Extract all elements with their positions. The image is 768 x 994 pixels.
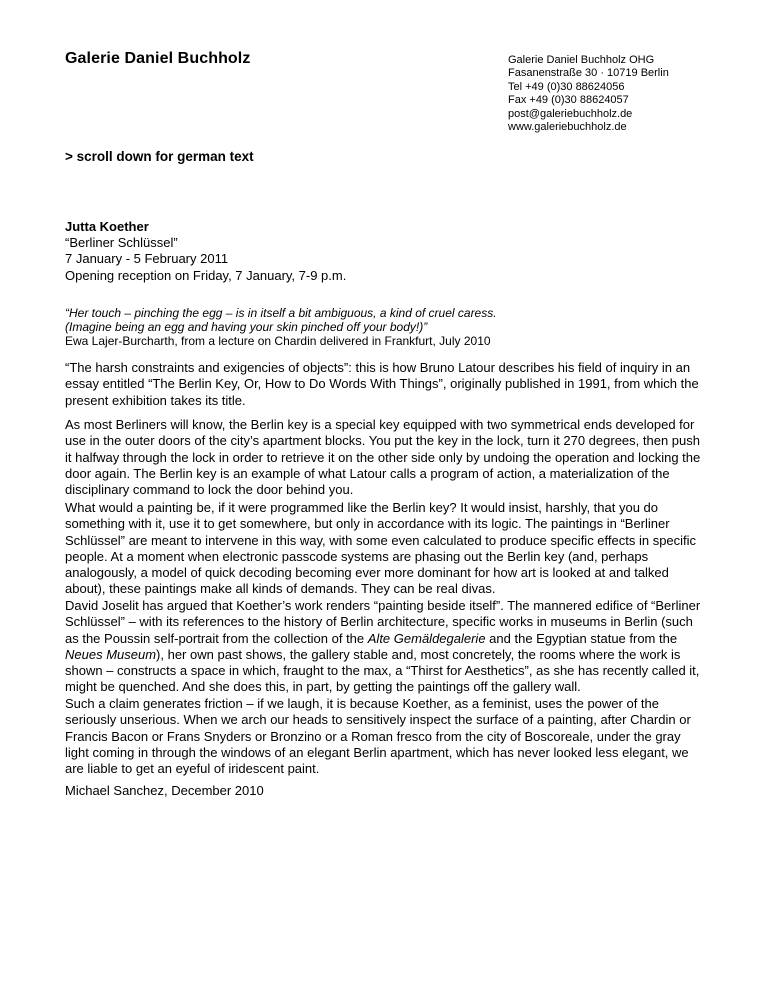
epigraph-quote-line-2: (Imagine being an egg and having your skin pinched off your body!)” (65, 320, 428, 334)
contact-line-tel: Tel +49 (0)30 88624056 (508, 80, 625, 93)
contact-line-address: Fasanenstraße 30 · 10719 Berlin (508, 67, 669, 80)
epigraph-block (65, 306, 497, 348)
contact-line-website: www.galeriebuchholz.de (508, 121, 627, 134)
scroll-down-note: > scroll down for german text (65, 149, 254, 164)
epigraph-attribution: Ewa Lajer-Burcharth, from a lecture on Chardin delivered in Frankfurt, July 2010 (65, 334, 491, 348)
signoff: Michael Sanchez, December 2010 (65, 783, 264, 798)
epigraph-quote-line-1: “Her touch – pinching the egg – is in itself a bit ambiguous, a kind of cruel caress. (65, 306, 497, 320)
contact-line-company: Galerie Daniel Buchholz OHG (508, 54, 655, 66)
body-paragraph-5: Such a claim generates friction – if we laugh, it is because Koether, as a feminist, uses the power of the seriously unserious. When we arch our heads to sensitively inspect the surface of a painting, after Chardin or Francis Bacon or Frans Snyders or Bronzino or a Roman fresco from the city of Boscoreale, under the gray light coming in through the windows of an elegant Berlin apartment, which has never looked less elegant, we are liable to get an eyeful of iridescent paint. (65, 696, 691, 777)
contact-block (508, 54, 669, 134)
exhibition-reception: Opening reception on Friday, 7 January, 7-9 p.m. (65, 267, 347, 283)
gallery-title: Galerie Daniel Buchholz (65, 50, 251, 67)
exhibition-dates: 7 January - 5 February 2011 (65, 251, 229, 267)
exhibition-title: “Berliner Schlüssel” (65, 235, 178, 251)
body-paragraph-2: As most Berliners will know, the Berlin key is a special key equipped with two symmetrical ends developed for use in the outer doors of the city’s apartment blocks. You put the key in the lock, turn it 270 degrees, then push it halfway through the lock in order to retrieve it on the other side only by undoing the operation and locking the door again. The Berlin key is an example of what Latour calls a program of action, a materialization of the disciplinary command to lock the door behind you. (65, 417, 701, 498)
body-paragraph-4: David Joselit has argued that Koether’s work renders “painting beside itself”. The mannered edifice of “Berliner Schlüssel” – with its references to the history of Berlin architecture, specific works in museums in Berlin (such as the Poussin self-portrait from the collection of the Alte Gemäldegalerie and the Egyptian statue from the Neues Museum), her own past shows, the gallery stable and, most concretely, the rooms where the work is shown – constructs a space in which, fraught to the max, a “Thirst for Aesthetics”, as she has recently called it, might be quenched. And she does this, in part, by getting the paintings off the gallery wall. (65, 598, 701, 695)
body-paragraph-3: What would a painting be, if it were programmed like the Berlin key? It would insist, harshly, that you do something with it, use it to get somewhere, but only in accordance with its logic. The paintings in “Berliner Schlüssel” are meant to intervene in this way, with some even calculated to produce specific effects in specific people. At a moment when electronic passcode systems are phasing out the Berlin key (and, perhaps analogously, a model of quick decoding becoming ever more dominant for how art is looked at and talked about), these paintings make all kinds of demands. They can be real divas. (65, 500, 697, 597)
body-paragraph-1: “The harsh constraints and exigencies of objects”: this is how Bruno Latour describes his field of inquiry in an essay entitled “The Berlin Key, Or, How to Do Words With Things”, originally published in 1991, from which the present exhibition takes its title. (65, 360, 699, 408)
exhibition-block (65, 219, 346, 284)
exhibition-artist: Jutta Koether (65, 219, 149, 234)
contact-line-fax: Fax +49 (0)30 88624057 (508, 94, 629, 107)
contact-line-email: post@galeriebuchholz.de (508, 107, 633, 120)
